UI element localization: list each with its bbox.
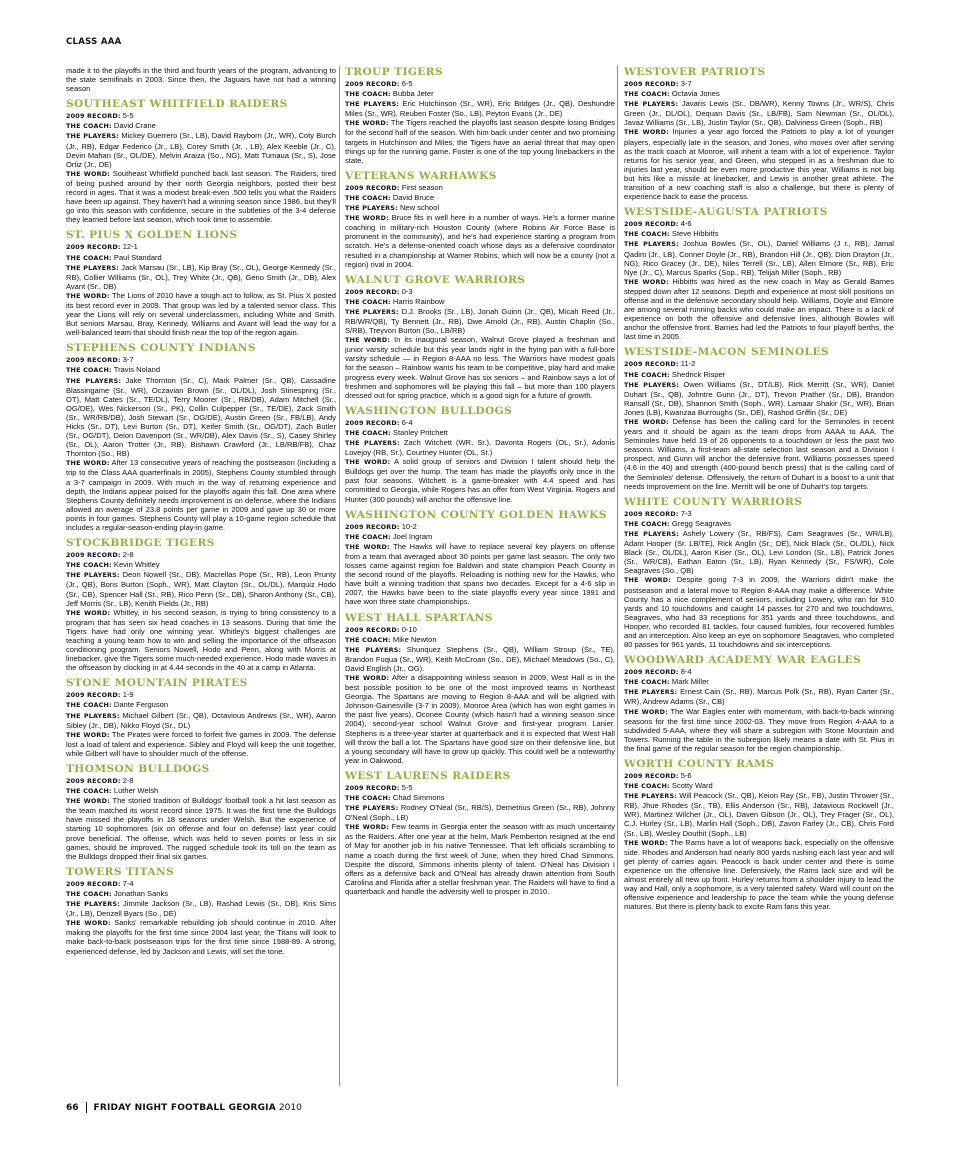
- team-players: [345, 803, 615, 822]
- team-entry: [624, 206, 894, 341]
- coach-label: THE COACH:: [66, 253, 112, 262]
- team-coach: [66, 786, 336, 796]
- record-value: 5-5: [122, 111, 134, 121]
- players-value: Jack Marsau (Sr., LB), Kip Bray (Sr., OL), George Kennedy (Sr., RB), Collier Williams (Sr., OL), Trey White (Jr., QB), Geno Smith (Jr., DB), Alex Avant (Sr., DB): [66, 262, 336, 291]
- record-value: 11-2: [680, 359, 696, 369]
- coach-value: Chad Simmons: [392, 793, 445, 802]
- team-players: [345, 645, 615, 673]
- team-players: [345, 307, 615, 335]
- players-label: THE PLAYERS:: [66, 132, 120, 141]
- team-coach: [624, 229, 894, 239]
- team-coach: [66, 253, 336, 263]
- team-coach: [345, 297, 615, 307]
- team-entry: [66, 866, 336, 956]
- word-value: The Pirates were forced to forfeit five games in 2009. The defense lost a load of talent and experience. Sibley and Floyd will keep the unit together, while Gilbert will have to shoulder much of the offense.: [66, 729, 336, 758]
- page-footer: [66, 1102, 302, 1113]
- coach-value: Shedrick Risper: [671, 369, 726, 379]
- players-value: Michael Gilbert (Sr., QB), Octavious Andrews (Sr., WR), Aaron Sibley (Jr., DB), Nikko Floyd (Sr., DL): [66, 710, 336, 730]
- coach-label: THE COACH:: [345, 428, 391, 437]
- team-name: ST. PIUS X GOLDEN LIONS: [66, 229, 238, 242]
- team-name: WESTOVER PATRIOTS: [624, 66, 766, 78]
- record-value: 5-5: [401, 782, 413, 792]
- word-label: THE WORD:: [66, 608, 111, 617]
- record-value: 0-3: [401, 286, 413, 296]
- word-value: The storied tradition of Bulldogs' football took a hit last season as the team matched its worst record since 1975. It was the first time the Bulldogs have missed the playoffs in 18 seasons under Welsh. But the experience of starting 10 sophomores (six on offense and four on defense) last year could prove beneficial. The offense, which was held to seven points or less in six games, should be improved. The rugged schedule took its toll on the team as the Bulldogs dropped their final six games.: [66, 796, 336, 861]
- players-value: Jimmile Jackson (Sr., LB), Rashad Lewis (Sr., DB), Kris Sims (Jr., LB), Denzell Byars (So., DE): [66, 899, 336, 919]
- players-label: THE PLAYERS:: [624, 792, 678, 801]
- team-word: [624, 277, 894, 342]
- coach-value: Harris Rainbow: [392, 296, 445, 306]
- team-coach: [66, 560, 336, 570]
- record-value: 6-4: [401, 417, 413, 427]
- team-record: [624, 79, 894, 89]
- coach-label: THE COACH:: [66, 889, 112, 898]
- team-coach: [345, 532, 615, 542]
- coach-label: THE COACH:: [624, 678, 670, 687]
- team-name: WEST HALL SPARTANS: [345, 611, 493, 624]
- team-players: [624, 99, 894, 127]
- record-value: 3-7: [680, 79, 692, 88]
- record-label: 2009 RECORD:: [345, 783, 400, 792]
- coach-label: THE COACH:: [66, 561, 112, 570]
- word-label: THE WORD:: [624, 128, 669, 137]
- team-record: [66, 111, 336, 121]
- team-players: [624, 380, 894, 417]
- team-entry: [66, 98, 336, 224]
- coach-value: Bubba Jeter: [392, 89, 434, 99]
- record-label: 2009 RECORD:: [624, 80, 679, 88]
- team-name: STEPHENS COUNTY INDIANS: [66, 342, 256, 355]
- players-label: THE PLAYERS:: [66, 376, 122, 385]
- record-label: 2009 RECORD:: [624, 360, 679, 369]
- team-players: [624, 529, 894, 575]
- word-value: After 13 consecutive years of reaching the postseason (including a trip to the Class AAA quarterfinals in 2005), Stephens County stumbled through a 3-7 campaign in 2009. With much in the way of returning experience and depth, the Indians appear poised for the playoffs again this fall. One area where Stephens County definitely needs improvement is on defense, where the Indians allowed an average of 23.8 points per game in 2009 and gave up 30 or more points in four games. Stephens County will play a 10-game region schedule that includes a regular-season-ending play-in game.: [66, 458, 336, 533]
- team-word: [624, 127, 894, 201]
- team-word: [345, 822, 615, 896]
- record-label: 2009 RECORD:: [66, 777, 121, 785]
- coach-label: THE COACH:: [345, 297, 391, 306]
- team-name: STOCKBRIDGE TIGERS: [66, 537, 215, 550]
- team-record: [345, 287, 615, 297]
- team-name: SOUTHEAST WHITFIELD RAIDERS: [66, 98, 288, 111]
- record-value: 6-5: [401, 79, 413, 88]
- team-word: [66, 458, 336, 532]
- record-label: 2009 RECORD:: [624, 668, 679, 677]
- team-coach: [345, 793, 615, 803]
- team-record: [624, 771, 894, 781]
- team-name: VETERANS WARHAWKS: [345, 169, 497, 182]
- team-word: [624, 838, 894, 912]
- team-coach: [345, 89, 615, 99]
- word-label: THE WORD:: [66, 169, 110, 178]
- team-players: [66, 131, 336, 168]
- word-label: THE WORD:: [624, 277, 669, 286]
- team-players: [624, 791, 894, 837]
- word-value: In its inaugural season, Walnut Grove played a freshman and junior varsity schedule but this year lands right in the frying pan with a full-bore varsity schedule — in Region 8-AAA no less. The Warriors have modest goals for the season – Rainbow wants his team to be competitive, play hard and make progress every week. Walnut Grove has six seniors – and Rainbow says a lot of freshmen and sophomores will be playing this fall – but more than 100 players dressed out for spring practice, which is a good sign for a future of growth.: [345, 335, 615, 400]
- word-label: THE WORD:: [624, 838, 668, 847]
- coach-value: Octavia Jones: [671, 89, 720, 99]
- word-label: THE WORD:: [66, 797, 110, 806]
- team-word: [66, 796, 336, 861]
- players-value: Mickey Guerrero (Sr., LB), David Rayborn (Jr., WR), Coty Burch (Jr., RB), Edgar Federico (Jr., LB), Corey Smith (Jr. , LB), Alex Keeble (Jr., C), Devin Mahan (Sr., OL/DE), Melvin Araiza (So., NG), Matt Tumaua (Sr., S), Jose Ortiz (Jr., DE): [66, 131, 336, 169]
- column-rule: [617, 66, 618, 1086]
- coach-label: THE COACH:: [624, 90, 670, 99]
- team-record: [345, 418, 615, 428]
- word-value: Injuries a year ago forced the Patriots to play a lot of younger players, especially late in the season, and Jones, who moves over after serving as the track coach at Monroe, will inherit a team with a lot of experience. Taylor returns for his senior year, and Green, who stepped in as a freshman due to injuries last year, should be even more productive this year. Williams is not big but hits like a missile at linebacker, and Lewis is another great athlete. The transition of a new coaching staff is also a challenge, but there is plenty of experience back to ease the process.: [624, 127, 894, 202]
- word-value: Hibbitts was hired as the new coach in May as Gerald Barnes stepped down after 12 seasons. Depth and experience at most skill positions on offense and in the defensive secondary should help. Williams, Doyle and Elmore are among several running backs who could make an impact. There is a lack of experience on both the offensive and defensive lines, although Bowles will anchor the offensive front. Barnes had led the Patriots to four playoff berths, the last time in 2005.: [624, 276, 894, 342]
- team-entry: [624, 346, 894, 490]
- players-label: THE PLAYERS:: [624, 100, 679, 109]
- record-value: 8-4: [680, 667, 692, 677]
- page-number: 66: [66, 1102, 79, 1113]
- team-players: [66, 376, 336, 459]
- team-coach: [345, 635, 615, 645]
- team-coach: [624, 370, 894, 380]
- word-label: THE WORD:: [66, 730, 110, 739]
- players-label: THE PLAYERS:: [345, 645, 402, 654]
- team-entry: [624, 66, 894, 201]
- word-label: THE WORD:: [345, 458, 391, 467]
- team-players: [345, 99, 615, 118]
- word-value: The Hawks will have to replace several key players on offense from a team that averaged about 30 points per game last season. The only two losses came against region foe Baldwin and state champion Peach County in the second round of the playoffs. Reloading is nothing new for the Hawks, who have built a winning tradition that spans two decades. Except for a 4-6 slip in 2007, the Hawks have been to the state playoffs every year since 1991 and have won three state championships.: [345, 541, 615, 607]
- players-label: THE PLAYERS:: [345, 100, 400, 109]
- word-label: THE WORD:: [345, 673, 390, 682]
- record-label: 2009 RECORD:: [66, 356, 121, 365]
- team-coach: [345, 193, 615, 203]
- players-value: Deon Nowell (Sr., DB), Macrellas Pope (Sr., RB), Leon Prunty (Jr., QB), Boris Burton (Soph., WR), Matt Clayton (Sr., OL/DL), Marquiz Hodo (Sr., CB), Spencer Hall (Sr., RB), Rico Penn (Sr., DB), Sharon Anthony (Sr., CB), Jeff Morris (Sr., LB), Kenith Fields (Jr., RB): [66, 570, 336, 608]
- record-value: 4-6: [680, 219, 692, 229]
- team-players: [624, 239, 894, 276]
- team-coach: [624, 781, 894, 791]
- team-record: [345, 625, 615, 635]
- team-coach: [624, 89, 894, 99]
- record-label: 2009 RECORD:: [66, 879, 121, 888]
- intro-text: made it to the playoffs in the third and fourth years of the program, advancing to the state semifinals in 2003. Since then, the Jaguars have not had a winning season: [66, 66, 336, 94]
- players-label: THE PLAYERS:: [66, 900, 120, 909]
- players-label: THE PLAYERS:: [624, 688, 678, 697]
- word-label: THE WORD:: [66, 459, 110, 468]
- word-label: THE WORD:: [624, 418, 669, 426]
- coach-label: THE COACH:: [345, 532, 391, 541]
- coach-value: Jonathan Sanks: [113, 888, 169, 898]
- team-record: [345, 183, 615, 193]
- team-record: [66, 355, 336, 365]
- team-entry: [345, 274, 615, 400]
- word-label: THE WORD:: [66, 919, 111, 928]
- team-word: [624, 575, 894, 649]
- team-entry: [66, 229, 336, 337]
- team-record: [66, 879, 336, 889]
- team-entry: [345, 170, 615, 269]
- coach-value: David Crane: [113, 121, 156, 131]
- coach-label: THE COACH:: [624, 370, 670, 379]
- team-word: [66, 730, 336, 758]
- team-word: [345, 673, 615, 765]
- coach-value: Kevin Whitley: [113, 560, 160, 570]
- players-value: Jake Thornton (Sr., C), Mark Palmer (Sr., QB), Cassadine Blassingame (Sr., WR), Oczavian Brown (Sr., OL/DL), Josh Stinespring (Sr., OT), Matt Cates (Sr., TE/DL), Terry Moorer (Sr., RB/DB), Adam Mitchell (Sr., OG/DE), Wes Nickerson (Sr., PK), Collin Culpepper (Sr., TE/DE), Zack Smith (Sr., WR/RB/DB), Josh Stewart (Sr., OG/DE), Austin Green (Sr., FB/LB), Andy Hicks (Sr., DT), Levi Burton (Sr., DT), Keifer Smith (Sr., OG/DT), Zach Butler (Sr., OG/DT), Deion Davenport (Sr., WR/DB), Alex Davis (Sr., S), Casey Shirley (Sr., OL), Aaron Trotter (Jr., RB), Bishawn Crawford (Jr., LB/RB/FB), Chaz Thornton (So., RB): [66, 375, 336, 459]
- coach-value: Dante Ferguson: [113, 700, 169, 710]
- word-label: THE WORD:: [345, 823, 389, 832]
- team-coach: [66, 121, 336, 131]
- team-entry: [345, 66, 615, 165]
- coach-label: THE COACH:: [345, 635, 391, 644]
- team-record: [345, 79, 615, 89]
- record-value: First season: [401, 182, 443, 192]
- coach-value: Paul Standard: [113, 252, 162, 262]
- team-word: [345, 542, 615, 607]
- team-record: [624, 667, 894, 677]
- players-value: Ernest Cain (Sr., RB), Marcus Polk (Sr., RB), Ryan Carter (Sr., WR), Andrew Adams (Sr., CB): [624, 687, 894, 707]
- players-value: New school: [399, 203, 439, 213]
- team-word: [624, 417, 894, 491]
- coach-value: David Bruce: [392, 192, 435, 202]
- record-value: 12-1: [122, 242, 138, 252]
- word-label: THE WORD:: [624, 707, 668, 716]
- players-label: THE PLAYERS:: [345, 439, 400, 447]
- team-word: [345, 213, 615, 269]
- coach-label: THE COACH:: [66, 366, 112, 375]
- team-word: [624, 707, 894, 753]
- coach-label: THE COACH:: [624, 230, 670, 239]
- magazine-title: FRIDAY NIGHT FOOTBALL GEORGIA: [93, 1102, 276, 1113]
- word-value: Sanks' remarkable rebuilding job should continue in 2010. After making the playoffs for the first time since 2004 last year, the Titans will look to make back-to-back postseason trips for the first time since 1988-89. A strong, experienced defense, led by Jackson and Lewis, will set the tone.: [66, 918, 336, 956]
- column-2: [345, 66, 615, 1096]
- players-label: THE PLAYERS:: [624, 380, 680, 389]
- team-entry: [624, 496, 894, 649]
- team-entry: [66, 537, 336, 672]
- players-label: THE PLAYERS:: [66, 263, 120, 272]
- players-label: THE PLAYERS:: [345, 204, 398, 213]
- column-rule: [339, 66, 340, 1086]
- players-value: Javaris Lewis (Sr., DB/WR), Kenny Towns (Jr., WR/S), Chris Green (Jr., DL/OL), Dequan Davis (Sr., LB/FB), Sam Newman (Sr., OL/DL), Javaz Williams (Sr., LB), Justin Taylor (Sr., QB), Dalviness Green (Soph., RB): [624, 99, 894, 128]
- players-value: Shunquez Stephens (Sr., QB), William Stroup (Sr., TE), Brandon Fuqua (Sr., WR), Keith McCroan (So., DE), Michael Meadows (So., C), David English (Jr., OG).: [345, 644, 615, 673]
- players-value: D.J. Brooks (Sr., LB), Jonah Guinn (Jr., QB), Micah Reed (Jr., RB/WR/QB), Ty Bennett (Jr., RB), Dwe Arnold (Jr., RB), Austin Chaplin (So., S/RB), Treyvon Burton (So., LB/RB): [345, 306, 615, 336]
- team-players: [345, 203, 615, 213]
- team-record: [345, 522, 615, 532]
- record-value: 7-3: [680, 508, 692, 518]
- footer-divider: [86, 1102, 87, 1113]
- team-name: WALNUT GROVE WARRIORS: [345, 273, 526, 286]
- record-label: 2009 RECORD:: [345, 183, 400, 192]
- record-value: 1-9: [122, 690, 134, 700]
- coach-label: THE COACH:: [624, 519, 670, 528]
- coach-value: Travis Noland: [113, 365, 161, 375]
- team-coach: [66, 889, 336, 899]
- record-label: 2009 RECORD:: [345, 418, 400, 427]
- word-label: THE WORD:: [345, 542, 390, 551]
- players-label: THE PLAYERS:: [345, 307, 399, 316]
- players-label: THE PLAYERS:: [66, 571, 120, 580]
- team-coach: [66, 700, 336, 710]
- word-label: THE WORD:: [345, 336, 391, 345]
- team-name: WASHINGTON COUNTY GOLDEN HAWKS: [345, 508, 607, 521]
- coach-label: THE COACH:: [345, 90, 391, 99]
- word-value: The Tigers reached the playoffs last season despite losing Bridges for the second half of the season. With him back under center and two promising targets in Hutchinson and Miles, the Tigers have an aerial threat that may open things up for the running game. Foster is one of the top young linebackers in the state.: [345, 118, 615, 165]
- record-label: 2009 RECORD:: [624, 220, 679, 229]
- players-label: THE PLAYERS:: [624, 529, 679, 538]
- word-value: Defense has been the calling card for the Seminoles in recent years and it should be again as the team drops from AAAA to AAA. The Seminoles have held 19 of 26 opponents to a touchdown or less the past two seasons. Williams, a first-team all-state selection last season and a Division I prospect, and Gunn will anchor the defensive front. Williams possesses speed (4.6 in the 40) and strength (400-pound bench press) that is the calling card of the Seminoles' defense. Offensively, the return of Duhart is a boost to a unit that needs improvement on the line. Merritt will be one of Duhart's top targets.: [624, 417, 894, 491]
- team-entry: [345, 612, 615, 765]
- players-label: THE PLAYERS:: [345, 804, 399, 813]
- team-entry: [624, 758, 894, 911]
- record-label: 2009 RECORD:: [66, 243, 121, 252]
- word-value: Despite going 7-3 in 2009, the Warriors didn't make the postseason and a lateral move to Region 8-AAA may make a difference. White County has a nice complement of seniors, including Lowery, who ran for 910 yards and 10 touchdowns and caught 14 passes for 270 and two touchdowns, Seagraves, who had 33 receptions for 351 yards and three touchdowns, and Hooper, who recorded 81 tackles, four caused fumbles, four recovered fumbles and an interception. Also keep an eye on sophomore Seagraves, who completed 80 passes for 961 yards, 11 touchdowns and six interceptions.: [624, 575, 894, 650]
- team-players: [66, 263, 336, 291]
- team-name: WOODWARD ACADEMY WAR EAGLES: [624, 654, 862, 667]
- record-label: 2009 RECORD:: [624, 772, 679, 780]
- record-value: 2-8: [122, 550, 134, 560]
- coach-value: Scotty Ward: [671, 781, 713, 791]
- team-word: [66, 291, 336, 337]
- team-word: [66, 169, 336, 225]
- word-value: Whitley, in his second season, is trying to bring consistency to a program that has seen six head coaches in 13 seasons. During that time the Tigers have had only one winning year. Whitley's biggest challenges are teaching a young team how to win and selling the importance of the offseason conditioning program. Seniors Nowell, Hodo and Penn, along with Morris at linebacker, give the Tigers some much-needed experience. Hodo made waves in the offseason by clocking in at 4.44 seconds in the 40 at a camp in Atlanta.: [66, 607, 336, 673]
- players-value: Rodney O'Neal (Sr., RB/S), Demetrius Green (Sr., RB), Johnny O'Neal (Soph., LB): [345, 803, 615, 823]
- record-label: 2009 RECORD:: [345, 287, 400, 296]
- record-value: 7-4: [122, 878, 134, 888]
- team-record: [66, 690, 336, 700]
- team-word: [66, 608, 336, 673]
- team-name: WASHINGTON BULLDOGS: [345, 404, 513, 417]
- team-name: THOMSON BULLDOGS: [66, 763, 210, 775]
- coach-value: Gregg Seagraves: [671, 518, 732, 528]
- team-entry: [66, 763, 336, 861]
- coach-value: Steve Hibbitts: [671, 229, 719, 239]
- team-name: WHITE COUNTY WARRIORS: [624, 495, 803, 508]
- record-label: 2009 RECORD:: [66, 691, 121, 700]
- coach-label: THE COACH:: [624, 782, 670, 791]
- team-record: [624, 219, 894, 229]
- team-word: [345, 335, 615, 400]
- team-word: [345, 118, 615, 164]
- coach-label: THE COACH:: [66, 701, 112, 710]
- record-value: 3-7: [122, 355, 134, 365]
- coach-label: THE COACH:: [66, 787, 112, 796]
- team-name: WESTSIDE-MACON SEMINOLES: [624, 346, 830, 359]
- word-value: The War Eagles enter with momentum, with back-to-back winning seasons for the first time since 2002-03. They move from Region 4-AAA to a subdivided 5-AAA, where they will share a subregion with Stone Mountain and Towers. Running the table in the subregion likely means a date with St. Pius in the final game of the regular season for the region championship.: [624, 706, 894, 753]
- team-coach: [624, 677, 894, 687]
- team-entry: [66, 342, 336, 532]
- team-coach: [345, 428, 615, 438]
- column-1: [66, 66, 336, 1096]
- team-record: [345, 783, 615, 793]
- word-label: THE WORD:: [624, 576, 672, 585]
- record-value: 10-2: [401, 521, 417, 531]
- players-value: Ashely Lowery (Sr., RB/FS), Cam Seagraves (Sr., WR/LB), Adam Hooper (Sr. LB/TE), Rick Anglin (Sr., DE), Nick Black (Sr., OL/DL), Nick Black (Sr., OL/DL), Aaron Kiser (Sr., OL), Levi London (Sr., LB), Patrick Jones (Sr., WR/CB), Eathan Eaton (Sr., LB), Ryan Kennedy (Sr., FS/WR), Cole Seagraves (So., QB): [624, 528, 894, 576]
- section-header: CLASS AAA: [66, 37, 122, 47]
- team-word: [66, 918, 336, 955]
- players-value: Owen Williams (Sr., DT/LB), Rick Merritt (Sr., WR), Daniel Duhart (Sr., QB), Johntre Gunn (Jr., DT), Trevon Prather (Sr., DB), Brandon Ransall (Sr., DB), Shannon Smith (Soph., WR), Lamaar Shakir (Sr., WR), Brian Jones (LB), Kwanzaa Burroughs (Sr., DE), Rashod Griffin (Sr., DE): [624, 379, 894, 417]
- coach-label: THE COACH:: [345, 794, 391, 802]
- coach-value: Mark Miller: [671, 677, 709, 687]
- team-name: TROUP TIGERS: [345, 66, 444, 78]
- team-record: [66, 776, 336, 786]
- team-word: [345, 457, 615, 503]
- team-record: [624, 359, 894, 369]
- word-value: The Lions of 2010 have a tough act to follow, as St. Pius X posted its best record ever in 2009. That group was led by a talented senior class. This year the Lions will rely on several underclassmen, including White and Smith. But seniors Marsau, Bray, Kennedy, Williams and Avant will lead the way for a well-balanced team that should finish near the top of the region again.: [66, 290, 336, 338]
- record-value: 5-6: [680, 771, 692, 780]
- team-record: [66, 550, 336, 560]
- team-name: WESTSIDE-AUGUSTA PATRIOTS: [624, 206, 828, 219]
- team-entry: [345, 770, 615, 896]
- record-label: 2009 RECORD:: [345, 80, 400, 88]
- column-3: [624, 66, 894, 1096]
- players-value: Joshua Bowles (Sr., OL), Daniel Williams (J r., RB), Jamal Qadim (Jr., LB), Conner Doyle (Jr., RB), Brandon Hill (Jr., QB), Dion Drayton (Jr., NG), Rico Gracey (Jr., DE), Niles Terrell (Sr., LB), Allen Elmore (Sr., RB), Eric Nye (Jr., C), Marcus Sparks (Sop., RB), Telijah Miller (Soph., RB): [624, 239, 894, 277]
- coach-value: Joel Ingram: [392, 531, 433, 541]
- word-label: THE WORD:: [66, 291, 110, 300]
- team-name: TOWERS TITANS: [66, 865, 175, 878]
- record-label: 2009 RECORD:: [345, 522, 400, 531]
- players-label: THE PLAYERS:: [66, 711, 120, 720]
- record-label: 2009 RECORD:: [66, 112, 121, 121]
- team-record: [624, 509, 894, 519]
- word-value: Few teams in Georgia enter the season with as much uncertainty as the Raiders. After one year at the helm, Mark Pemberton resigned at the end of May for another job in his native Tennessee. That left officials scrambling to name a coach during the first week of June, when they hired Chad Simmons. Despite the discord, Simmons inherits plenty of talent. O'Neal has Division I offers as a defensive back and O'Neal has already drawn attention from South Carolina and Florida after a stellar freshman year. The Raiders will have to find a quarterback and handle the adversity well to prosper in 2010.: [345, 822, 615, 896]
- team-entry: [345, 405, 615, 504]
- players-label: THE PLAYERS:: [624, 240, 679, 249]
- word-value: The Rams have a lot of weapons back, especially on the offensive side. Rhodes and Anderson had nearly 800 yards rushing each last year and will get plenty of carries again. Peacock is back under center and there is some experience on the offensive line. Defensively, the Rams lack size and will be almost entirely all new up front. Hurley returns from a shoulder injury to lead the way and Hall, only a sophomore, is a very talented safety. Ward will count on the offensive experience and leadership to pace the team while the young defense matures. But there is plenty back to excite Ram fans this year.: [624, 837, 894, 912]
- coach-label: THE COACH:: [345, 193, 391, 202]
- word-value: After a disappointing winless season in 2009, West Hall is in the best possible position to be one of the most improved teams in Northeast Georgia. The Spartans are moving to Region 8-AAA and will be aligned with Johnson-Gainesville (3-7 in 2009), Monroe Area (which has won eight games in the past five years), Oconee County (which hasn't had a winning season since 2004), second-year school Walnut Grove and first-year program Lanier. Stephens is a three-year starter at quarterback and it is expected that West Hall will throw the ball a lot. The Spartans have good size on their defensive line, but a young secondary will have to grow up quickly. This could well be a noteworthy year in Oakwood.: [345, 672, 615, 765]
- record-value: 2-8: [122, 776, 134, 785]
- coach-value: Mike Newton: [392, 634, 437, 644]
- team-name: STONE MOUNTAIN PIRATES: [66, 677, 248, 690]
- word-value: Bruce fits in well here in a number of ways. He's a former marine coaching in military-rich Houston County (where Robins Air Force Base is prominent in the community), and he's had experience starting a program from scratch. He's a defense-oriented coach whose days as a defensive coordinator resulted in a championship at Warner Robins, which will now be a county (not a region) rival in 2004.: [345, 213, 615, 269]
- team-players: [624, 687, 894, 706]
- team-players: [66, 570, 336, 607]
- record-label: 2009 RECORD:: [66, 551, 121, 560]
- word-label: THE WORD:: [345, 119, 389, 128]
- record-label: 2009 RECORD:: [345, 625, 400, 634]
- team-name: WORTH COUNTY RAMS: [624, 758, 775, 770]
- magazine-year: 2010: [278, 1102, 302, 1113]
- team-coach: [66, 365, 336, 375]
- players-value: Will Peacock (Sr., QB), Keion Ray (Sr., FB), Justin Thrower (Sr., RB), Jhue Rhodes (Sr., TB), Ellis Anderson (Sr., RB), Jatavious Rockwell (Jr., WR), Martinez Wilcher (Jr., OL), Daven Gibson (Jr., OL), Trey Frager (Sr., OL), C.J. Hurley (Sr., LB), Marlin Hall (Soph., DB), Zavon Farley (Jr., CB), Chris Ford (Sr., LB), Wesley Douthit (Soph., LB): [624, 791, 894, 838]
- coach-value: Luther Welsh: [113, 786, 159, 796]
- team-players: [345, 438, 615, 457]
- players-value: Eric Hutchinson (Sr., WR), Eric Bridges (Jr., QB), Deshundre Miles (Sr., WR), Reuben Foster (So., LB), Peyton Evans (Jr., DE): [345, 99, 615, 119]
- team-record: [66, 242, 336, 252]
- team-entry: [66, 677, 336, 758]
- team-entry: [345, 509, 615, 607]
- team-name: WEST LAURENS RAIDERS: [345, 769, 511, 782]
- team-players: [66, 899, 336, 918]
- record-value: 0-10: [401, 624, 417, 634]
- team-entry: [624, 654, 894, 753]
- word-value: Southeast Whitfield punched back last season. The Raiders, tired of being pushed around by their north Georgia neighbors, posted their best record in ages. That it was a modest break-even .500 tells you what the Raiders have been up against. They haven't had a winning season since 1986, but they'll go into this season with confidence, secure in the subtleties of the 3-4 defense they learned before last season, which took time to assemble.: [66, 168, 336, 225]
- record-label: 2009 RECORD:: [624, 509, 679, 518]
- team-coach: [624, 519, 894, 529]
- word-value: A solid group of seniors and Division I talent should help the Bulldogs get over the hump. The team has made the playoffs only once in the past four seasons. Witchett is a game-breaker with 4.4 speed and has committed to Georgia, while Rogers has an offer from West Virginia. Rogers and Hunter (300 pounds) will anchor the offensive line.: [345, 457, 615, 504]
- word-label: THE WORD:: [345, 214, 389, 223]
- team-players: [66, 711, 336, 730]
- coach-value: Stanley Pritchett: [392, 427, 448, 437]
- players-value: Zach Witchett (WR, Sr.), Davonta Rogers (OL, Sr.), Adonis Lovejoy (RB, Sr.), Courtney Hunter (OL, Sr.): [345, 438, 615, 458]
- coach-label: THE COACH:: [66, 122, 112, 131]
